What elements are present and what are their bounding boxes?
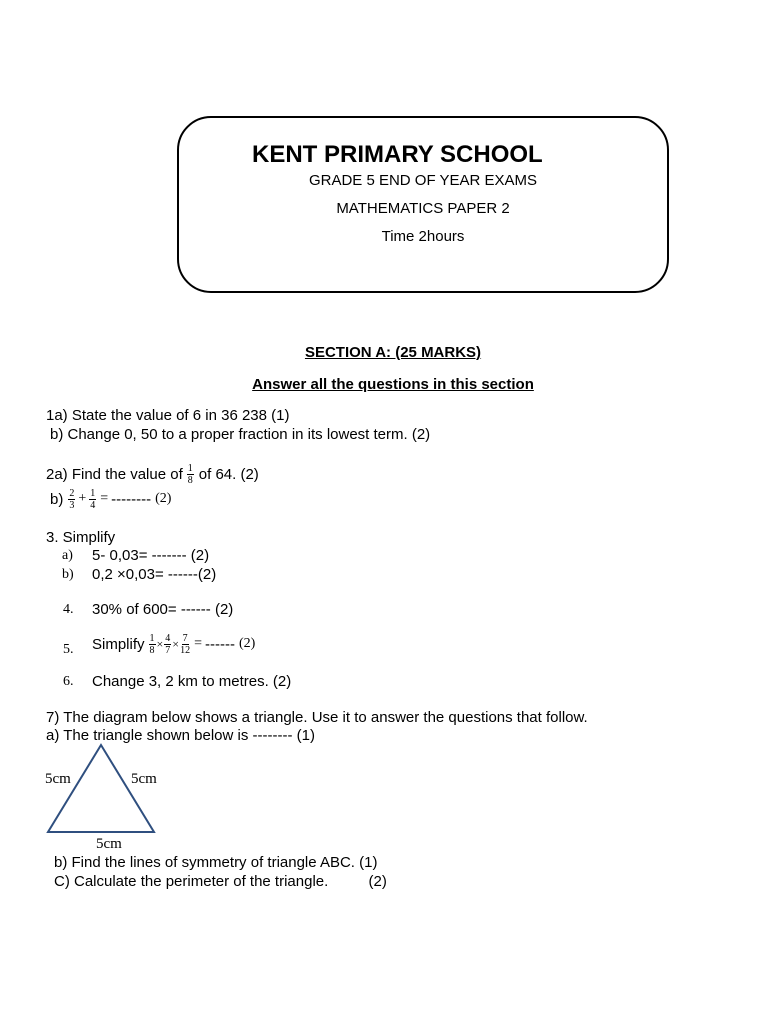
question-7b: b) Find the lines of symmetry of triangle ABC. (1)	[54, 854, 378, 871]
fraction-numerator: 2	[69, 487, 75, 499]
fraction-denominator: 7	[165, 644, 171, 656]
fraction-numerator: 1	[187, 462, 193, 474]
triangle-diagram	[40, 740, 170, 840]
time-line: Time 2hours	[381, 228, 465, 245]
equals-operator: =	[100, 491, 109, 506]
question-3-title: 3. Simplify	[46, 529, 116, 546]
fraction-numerator: 4	[165, 632, 171, 644]
question-5-label: 5.	[63, 642, 74, 657]
question-7a: a) The triangle shown below is -------- (1)	[46, 727, 315, 744]
question-3a: 5- 0,03= ------- (2)	[92, 547, 210, 564]
question-4: 30% of 600= ------ (2)	[92, 601, 234, 618]
question-3b-label: b)	[62, 567, 74, 582]
triangle-left-side-label: 5cm	[45, 771, 71, 787]
plus-operator: +	[78, 491, 87, 506]
fraction-denominator: 8	[149, 644, 155, 656]
triangle-bottom-side-label: 5cm	[96, 836, 122, 852]
question-1b: b) Change 0, 50 to a proper fraction in its lowest term. (2)	[50, 426, 431, 443]
section-title: SECTION A: (25 MARKS)	[304, 344, 482, 361]
question-1a: 1a) State the value of 6 in 36 238 (1)	[46, 407, 290, 424]
answer-blank: ------	[204, 635, 235, 653]
marks: (2)	[368, 873, 387, 890]
fraction-one-eighth	[149, 633, 156, 656]
fraction-numerator: 7	[182, 632, 188, 644]
question-2a-text: 2a) Find the value of	[46, 465, 183, 483]
question-2b-label: b)	[50, 490, 64, 508]
question-3a-label: a)	[62, 548, 73, 563]
question-6-label: 6.	[63, 674, 74, 689]
fraction-seven-twelfths	[180, 633, 190, 656]
equals-operator: =	[194, 636, 202, 651]
school-name: KENT PRIMARY SCHOOL	[252, 141, 543, 168]
answer-blank: --------	[111, 490, 152, 508]
times-operator: ×	[172, 636, 180, 651]
fraction-one-eighth	[187, 463, 194, 486]
times-operator: ×	[156, 636, 164, 651]
fraction-numerator: 1	[149, 632, 155, 644]
question-6: Change 3, 2 km to metres. (2)	[92, 673, 292, 690]
question-2a-tail: of 64. (2)	[198, 465, 259, 483]
section-instruction: Answer all the questions in this section	[252, 376, 534, 393]
fraction-denominator: 3	[69, 499, 75, 511]
triangle-right-side-label: 5cm	[131, 771, 157, 787]
question-7c-text: C) Calculate the perimeter of the triangle.	[54, 873, 329, 890]
marks: (2)	[238, 636, 256, 651]
fraction-one-quarter	[89, 488, 96, 511]
question-2b	[50, 482, 171, 516]
marks: (2)	[155, 491, 172, 506]
fraction-denominator: 4	[90, 499, 96, 511]
fraction-numerator: 1	[90, 487, 96, 499]
question-7c	[54, 873, 387, 890]
grade-line: GRADE 5 END OF YEAR EXAMS	[308, 172, 538, 189]
fraction-two-thirds	[68, 488, 75, 511]
question-4-label: 4.	[63, 602, 74, 617]
fraction-denominator: 12	[180, 644, 191, 656]
question-7-intro: 7) The diagram below shows a triangle. Use it to answer the questions that follow.	[46, 709, 588, 726]
question-5-text: Simplify	[92, 635, 145, 653]
fraction-four-sevenths	[164, 633, 171, 656]
fraction-denominator: 8	[187, 474, 193, 486]
question-5	[92, 627, 255, 661]
triangle-shape	[48, 745, 154, 832]
question-3b: 0,2 ×0,03= ------(2)	[92, 566, 217, 583]
paper-line: MATHEMATICS PAPER 2	[336, 200, 510, 217]
